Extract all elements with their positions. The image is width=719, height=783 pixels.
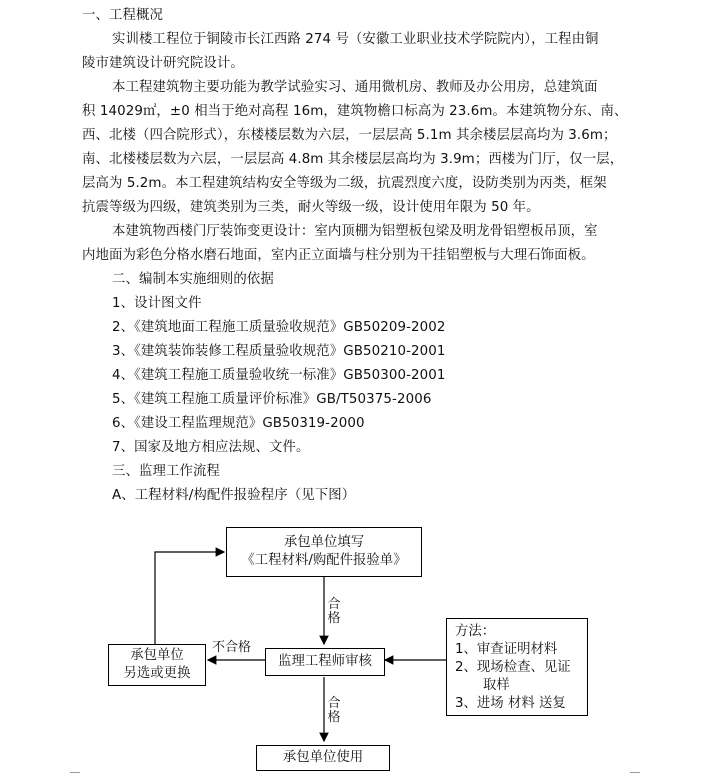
paragraph-line: 抗震等级为四级，建筑类别为三类，耐火等级一级，设计使用年限为 50 年。: [82, 200, 540, 215]
arrow-reject-to-submit: [155, 552, 224, 644]
paragraph-line: 本建筑物西楼门厅装饰变更设计：室内顶棚为铝塑板包梁及明龙骨铝塑板吊顶，室: [112, 224, 598, 239]
fail-label: 不合格: [212, 640, 252, 655]
methods-title: 方法：: [455, 624, 496, 639]
list-item: 1、设计图文件: [112, 296, 202, 311]
reject-box-line-1: 承包单位: [130, 648, 184, 663]
paragraph-line: 实训楼工程位于铜陵市长江西路 274 号（安徽工业职业技术学院院内），工程由铜: [112, 32, 599, 47]
paragraph-line: 本工程建筑物主要功能为教学试验实习、通用微机房、教师及办公用房，总建筑面: [112, 80, 598, 95]
methods-item-continued: 取样: [483, 678, 510, 693]
methods-item: 2、现场检查、见证: [455, 660, 571, 675]
methods-item: 3、进场 材料 送复: [455, 696, 566, 711]
page-corner-mark-right: [630, 772, 640, 783]
list-item: 6、《建设工程监理规范》GB50319-2000: [112, 416, 365, 431]
reject-replace-box: [108, 644, 206, 686]
list-item: 7、国家及地方相应法规、文件。: [112, 440, 310, 455]
heading-basis: 二、编制本实施细则的依据: [112, 272, 274, 287]
paragraph-line: 积 14029㎡，±0 相当于绝对高程 16m，建筑物檐口标高为 23.6m。本建筑物分东、南、: [82, 104, 628, 119]
contractor-use-box: 承包单位使用: [256, 745, 390, 771]
list-item: 4、《建筑工程施工质量验收统一标准》GB50300-2001: [112, 368, 446, 383]
submit-box-line-2: 《工程材料/购配件报验单》: [241, 553, 407, 568]
subheading-material-procedure: A、工程材料/构配件报验程序（见下图）: [112, 488, 356, 503]
paragraph-line: 层高为 5.2m。本工程建筑结构安全等级为二级，抗震烈度六度，设防类别为丙类，框架: [82, 176, 607, 191]
reject-box-line-2: 另选或更换: [123, 666, 191, 681]
engineer-review-box: 监理工程师审核: [265, 648, 385, 676]
pass-label-1: 合格: [327, 597, 341, 626]
paragraph-line: 陵市建筑设计研究院设计。: [82, 56, 244, 71]
heading-project-overview: 一、工程概况: [82, 8, 163, 23]
page-corner-mark-left: [70, 772, 80, 783]
list-item: 3、《建筑装饰装修工程质量验收规范》GB50210-2001: [112, 344, 446, 359]
pass-label-2: 合格: [327, 696, 341, 725]
paragraph-line: 西、北楼（四合院形式），东楼楼层数为六层，一层层高 5.1m 其余楼层层高均为 3.6m；: [82, 128, 617, 143]
paragraph-line: 南、北楼楼层数为六层，一层层高 4.8m 其余楼层层高均为 3.9m；西楼为门厅，仅一层，: [82, 152, 624, 167]
submit-box-line-1: 承包单位填写: [283, 535, 365, 550]
list-item: 5、《建筑工程施工质量评价标准》GB/T50375-2006: [112, 392, 432, 407]
methods-box: [446, 618, 588, 716]
list-item: 2、《建筑地面工程施工质量验收规范》GB50209-2002: [112, 320, 446, 335]
paragraph-line: 内地面为彩色分格水磨石地面，室内正立面墙与柱分别为干挂铝塑板与大理石饰面板。: [82, 248, 595, 263]
methods-item: 1、审查证明材料: [455, 642, 558, 657]
submit-form-box: [226, 527, 422, 577]
heading-workflow: 三、监理工作流程: [112, 464, 220, 479]
